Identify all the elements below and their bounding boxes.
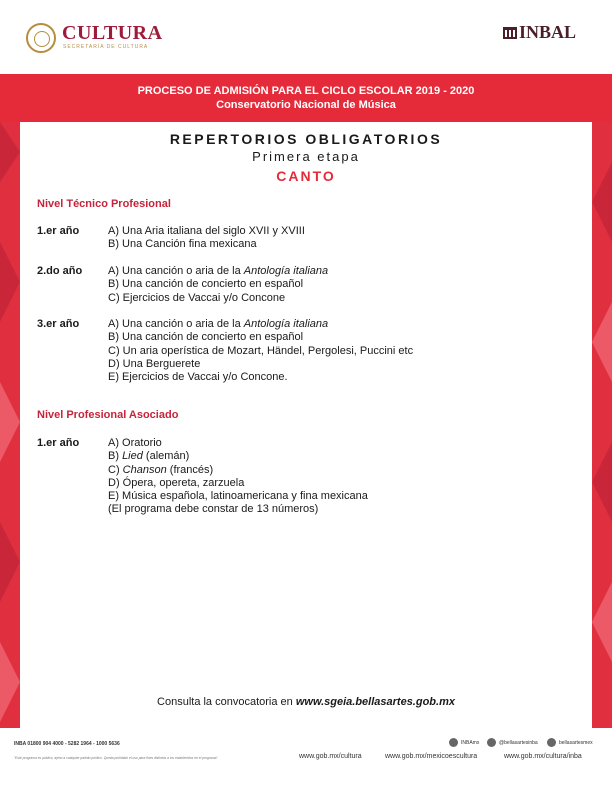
repertoire-item	[108, 490, 368, 503]
repertoire-item	[108, 345, 413, 358]
repertoire-item	[108, 371, 413, 384]
legal-disclaimer: "Este programa es público, ajeno a cualquier partido político. Queda prohibido el uso para fines distintos a los establecidos en el programa"	[14, 756, 218, 760]
footer-link[interactable]: www.gob.mx/mexicoescultura	[385, 753, 478, 760]
repertoire-list	[108, 265, 328, 305]
cultura-logo-text: CULTURA	[62, 22, 163, 44]
repertoire-item	[108, 265, 328, 278]
year-label: 2.do año	[37, 265, 83, 277]
repertoire-item-text: (El programa debe constar de 13 números)	[108, 503, 319, 516]
repertoire-item-text: A) Una Aria italiana del siglo XVII y XVIII	[108, 225, 305, 237]
banner-title: PROCESO DE ADMISIÓN PARA EL CICLO ESCOLAR 2019 - 2020	[137, 85, 475, 97]
section-heading-asociado: Nivel Profesional Asociado	[37, 409, 179, 421]
repertoire-item-text: E) Música española, latinoamericana y fina mexicana	[108, 490, 368, 503]
inbal-logo-text: INBAL	[519, 22, 577, 42]
social-label: @bellasartesinba	[499, 739, 538, 746]
repertoire-list	[108, 318, 413, 384]
page-subtitle: Primera etapa	[252, 149, 360, 164]
repertoire-item-text: Antología italiana	[243, 265, 329, 277]
repertoire-item-text: B) Una canción de concierto en español	[108, 331, 304, 344]
repertoire-item-text: B) Una Canción fina mexicana	[108, 238, 257, 251]
repertoire-item	[108, 318, 413, 331]
cultura-seal-icon	[26, 23, 56, 53]
social-label: bellasartesmex	[559, 739, 593, 746]
contact-phone: INBA 01800 904 4000 - 5282 1964 - 1000 5636	[14, 741, 120, 747]
repertoire-item	[108, 238, 305, 251]
title-banner	[0, 74, 612, 122]
repertoire-item	[108, 278, 328, 291]
repertoire-item-text: C) Ejercicios de Vaccai y/o Concone	[108, 291, 286, 304]
repertoire-item-text: Chanson	[122, 463, 167, 476]
repertoire-item	[108, 503, 368, 516]
twitter-icon	[487, 738, 496, 747]
social-facebook[interactable]	[449, 738, 479, 747]
section-heading-tecnico: Nivel Técnico Profesional	[37, 198, 171, 210]
repertoire-item-text: B)	[108, 450, 123, 463]
repertoire-item-text: A) Una canción o aria de la	[108, 265, 244, 277]
year-label: 1.er año	[37, 225, 80, 237]
repertoire-list	[108, 225, 305, 252]
repertoire-item	[108, 477, 368, 490]
repertoire-item-text: D) Una Berguerete	[108, 357, 201, 370]
convocatoria-note	[0, 696, 612, 708]
repertoire-item	[108, 225, 305, 238]
page-title: REPERTORIOS OBLIGATORIOS	[169, 131, 443, 147]
repertoire-item	[108, 464, 368, 477]
left-decorative-pattern	[0, 122, 20, 728]
year-label: 1.er año	[37, 437, 80, 449]
facebook-icon	[449, 738, 458, 747]
repertoire-item-text: Lied	[122, 450, 143, 463]
repertoire-item	[108, 331, 413, 344]
cultura-logo-subtitle: SECRETARÍA DE CULTURA	[63, 44, 149, 50]
repertoire-item	[108, 292, 328, 305]
repertoire-item-text: (francés)	[166, 463, 214, 476]
repertoire-item	[108, 437, 368, 450]
repertoire-item-text: C) Un aria operística de Mozart, Händel, Pergolesi, Puccini etc	[108, 344, 414, 357]
page-header	[0, 0, 612, 74]
convocatoria-link[interactable]: www.sgeia.bellasartes.gob.mx	[295, 696, 455, 708]
banner-subtitle: Conservatorio Nacional de Música	[216, 99, 396, 111]
year-label: 3.er año	[37, 318, 80, 330]
convocatoria-text: Consulta la convocatoria en	[157, 696, 296, 708]
repertoire-item-text: Antología italiana	[243, 318, 329, 330]
repertoire-item-text: D) Ópera, opereta, zarzuela	[108, 476, 245, 489]
footer-link[interactable]: www.gob.mx/cultura	[299, 753, 362, 760]
repertoire-item	[108, 450, 368, 463]
repertoire-item	[108, 358, 413, 371]
repertoire-item-text: B) Una canción de concierto en español	[108, 278, 304, 291]
repertoire-item-text: C)	[108, 463, 123, 476]
repertoire-item-text: E) Ejercicios de Vaccai y/o Concone.	[108, 371, 288, 384]
repertoire-list	[108, 437, 368, 517]
repertoire-item-text: A) Oratorio	[108, 437, 162, 449]
social-label: INBAmx	[461, 739, 480, 746]
instagram-icon	[547, 738, 556, 747]
discipline-title: CANTO	[276, 168, 336, 184]
footer-link[interactable]: www.gob.mx/cultura/inba	[504, 753, 582, 760]
social-twitter[interactable]	[487, 738, 538, 747]
inbal-building-icon	[503, 25, 517, 39]
repertoire-item-text: A) Una canción o aria de la	[108, 318, 244, 330]
content-panel	[20, 122, 592, 728]
social-instagram[interactable]	[547, 738, 593, 747]
right-decorative-pattern	[592, 122, 612, 728]
repertoire-item-text: (alemán)	[142, 450, 190, 463]
